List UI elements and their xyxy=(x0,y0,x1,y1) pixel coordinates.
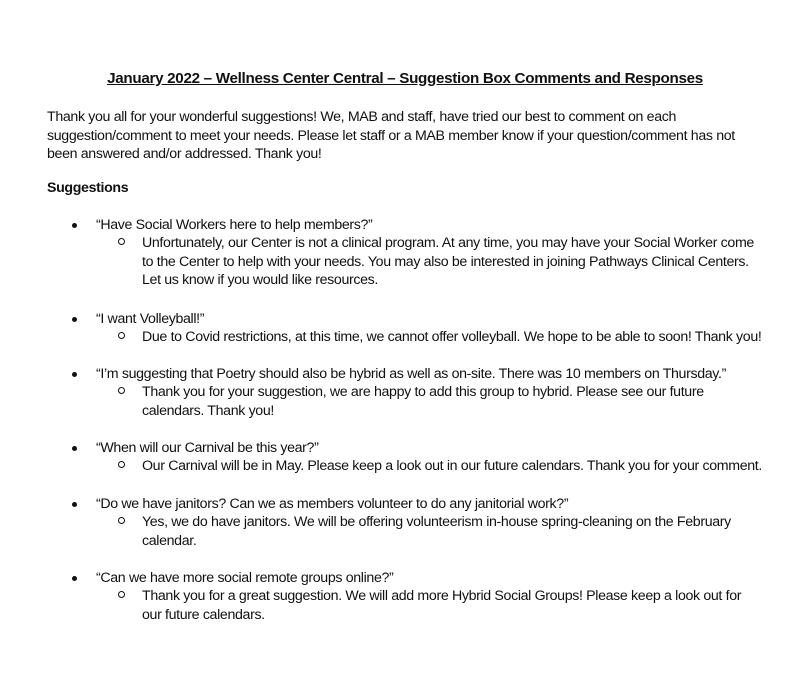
suggestion-question: “I want Volleyball!” xyxy=(96,311,205,327)
suggestion-question: “I’m suggesting that Poetry should also be hybrid as well as on-site. There was 10 members on Thursday.” xyxy=(96,366,726,382)
circle-bullet-icon xyxy=(118,591,125,598)
suggestion-question: “Do we have janitors? Can we as members volunteer to do any janitorial work?” xyxy=(96,496,569,512)
suggestion-question: “When will our Carnival be this year?” xyxy=(96,440,319,456)
circle-bullet-icon xyxy=(118,517,125,524)
page-title: January 2022 – Wellness Center Central – Suggestion Box Comments and Responses xyxy=(107,70,703,87)
intro-paragraph: Thank you all for your wonderful suggestions! We, MAB and staff, have tried our best to comment on each suggestion/comment to meet your needs. Please let staff or a MAB member know if your question/comment has not been answered and/or addressed. Thank you! xyxy=(47,109,735,162)
suggestion-response: Yes, we do have janitors. We will be offering volunteerism in-house spring-cleaning on the February calendar. xyxy=(142,514,731,549)
bullet-icon xyxy=(72,576,77,581)
section-heading: Suggestions xyxy=(47,180,129,196)
suggestion-response: Our Carnival will be in May. Please keep a look out in our future calendars. Thank you for your comment. xyxy=(142,458,762,474)
suggestion-question: “Have Social Workers here to help members?” xyxy=(96,217,373,233)
circle-bullet-icon xyxy=(118,387,125,394)
bullet-icon xyxy=(72,446,77,451)
suggestion-response: Due to Covid restrictions, at this time, we cannot offer volleyball. We hope to be able to soon! Thank you! xyxy=(142,329,762,345)
bullet-icon xyxy=(72,223,77,228)
circle-bullet-icon xyxy=(118,332,125,339)
suggestion-response: Unfortunately, our Center is not a clinical program. At any time, you may have your Social Worker come to the Center to help with your needs. You may also be interested in joining Pathways Clinical Centers. Let us know if you would like resources. xyxy=(142,235,754,288)
circle-bullet-icon xyxy=(118,461,125,468)
suggestion-response: Thank you for a great suggestion. We will add more Hybrid Social Groups! Please keep a look out for our future calendars. xyxy=(142,588,742,623)
bullet-icon xyxy=(72,317,77,322)
bullet-icon xyxy=(72,372,77,377)
suggestion-response: Thank you for your suggestion, we are happy to add this group to hybrid. Please see our future calendars. Thank you! xyxy=(142,384,704,419)
circle-bullet-icon xyxy=(118,238,125,245)
suggestion-question: “Can we have more social remote groups online?” xyxy=(96,570,394,586)
bullet-icon xyxy=(72,502,77,507)
